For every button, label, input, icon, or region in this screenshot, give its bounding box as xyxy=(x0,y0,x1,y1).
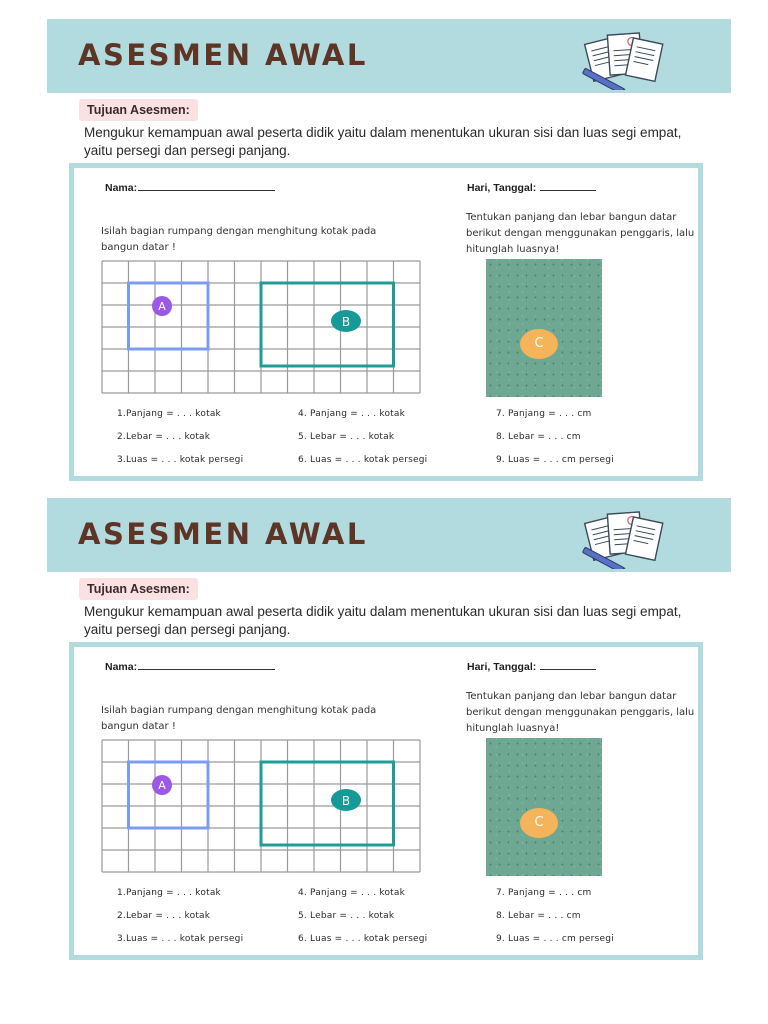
name-field[interactable] xyxy=(105,661,275,673)
question-1: 1.Panjang = . . . kotak xyxy=(117,888,221,898)
date-field[interactable] xyxy=(467,182,596,194)
shape-c-badge: C xyxy=(520,329,558,359)
header-banner xyxy=(47,498,731,572)
square-grid xyxy=(101,260,423,394)
question-6: 6. Luas = . . . kotak persegi xyxy=(298,455,428,465)
grid-instruction: Isilah bagian rumpang dengan menghitung kotak pada bangun datar ! xyxy=(101,226,377,253)
shape-a-label: A xyxy=(158,779,166,792)
purpose-label: Tujuan Asesmen: xyxy=(79,578,198,600)
question-1: 1.Panjang = . . . kotak xyxy=(117,409,221,419)
purpose-text: Mengukur kemampuan awal peserta didik yaitu dalam menentukan ukuran sisi dan luas segi empat, yaitu persegi dan persegi panjang. xyxy=(84,604,682,637)
shape-b-label: B xyxy=(341,794,351,808)
question-9: 9. Luas = . . . cm persegi xyxy=(496,934,614,944)
shape-b-rectangle xyxy=(261,762,394,845)
date-blank-line xyxy=(540,668,596,670)
question-8: 8. Lebar = . . . cm xyxy=(496,432,581,442)
name-blank-line xyxy=(138,189,275,191)
shape-a-square xyxy=(129,283,209,349)
papers-and-pen-icon xyxy=(575,509,667,569)
shape-a-label: A xyxy=(158,300,166,313)
page-title: ASESMEN AWAL xyxy=(78,38,368,72)
question-9: 9. Luas = . . . cm persegi xyxy=(496,455,614,465)
grid-instruction: Isilah bagian rumpang dengan menghitung kotak pada bangun datar ! xyxy=(101,705,377,732)
name-label: Nama: xyxy=(105,661,138,673)
shape-a-square xyxy=(129,762,209,828)
question-7: 7. Panjang = . . . cm xyxy=(496,888,592,898)
question-5: 5. Lebar = . . . kotak xyxy=(298,911,395,921)
question-2: 2.Lebar = . . . kotak xyxy=(117,911,211,921)
header-banner xyxy=(47,19,731,93)
question-4: 4. Panjang = . . . kotak xyxy=(298,409,406,419)
question-4: 4. Panjang = . . . kotak xyxy=(298,888,406,898)
page-title: ASESMEN AWAL xyxy=(78,517,368,551)
assessment-sheet-2 xyxy=(0,479,768,957)
papers-and-pen-icon xyxy=(575,30,667,90)
purpose-label: Tujuan Asesmen: xyxy=(79,99,198,121)
square-grid xyxy=(101,739,423,873)
question-3: 3.Luas = . . . kotak persegi xyxy=(117,934,244,944)
name-blank-line xyxy=(138,668,275,670)
name-label: Nama: xyxy=(105,182,138,194)
question-7: 7. Panjang = . . . cm xyxy=(496,409,592,419)
question-2: 2.Lebar = . . . kotak xyxy=(117,432,211,442)
question-5: 5. Lebar = . . . kotak xyxy=(298,432,395,442)
ruler-instruction: Tentukan panjang dan lebar bangun datar berikut dengan menggunakan penggaris, lalu hitunglah luasnya! xyxy=(466,691,695,734)
shape-b-rectangle xyxy=(261,283,394,366)
purpose-text: Mengukur kemampuan awal peserta didik yaitu dalam menentukan ukuran sisi dan luas segi empat, yaitu persegi dan persegi panjang. xyxy=(84,125,682,158)
shape-c-badge: C xyxy=(520,808,558,838)
question-6: 6. Luas = . . . kotak persegi xyxy=(298,934,428,944)
ruler-instruction: Tentukan panjang dan lebar bangun datar berikut dengan menggunakan penggaris, lalu hitunglah luasnya! xyxy=(466,212,695,255)
assessment-sheet-1 xyxy=(0,0,768,478)
worksheet-card xyxy=(69,642,703,960)
date-label: Hari, Tanggal: xyxy=(467,182,537,194)
question-3: 3.Luas = . . . kotak persegi xyxy=(117,455,244,465)
worksheet-card xyxy=(69,163,703,481)
date-field[interactable] xyxy=(467,661,596,673)
shape-c-rectangle xyxy=(486,259,602,397)
date-blank-line xyxy=(540,189,596,191)
name-field[interactable] xyxy=(105,182,275,194)
question-8: 8. Lebar = . . . cm xyxy=(496,911,581,921)
date-label: Hari, Tanggal: xyxy=(467,661,537,673)
shape-b-label: B xyxy=(341,315,351,329)
shape-c-rectangle xyxy=(486,738,602,876)
